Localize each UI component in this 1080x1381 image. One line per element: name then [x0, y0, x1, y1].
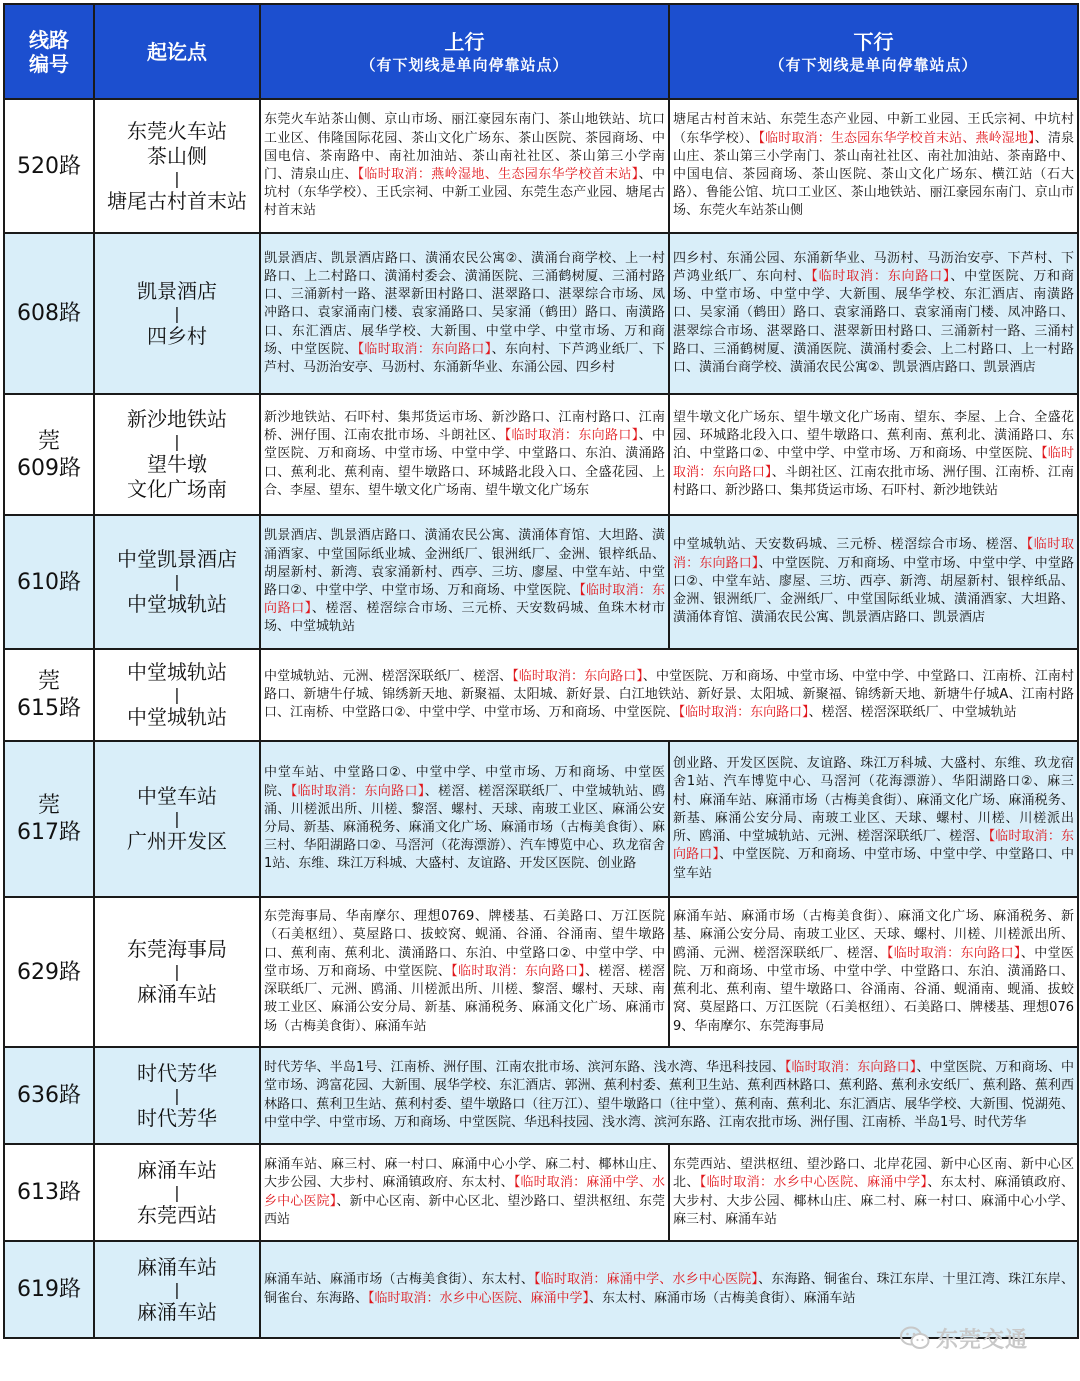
- terminal-end: 文化广场南: [127, 477, 227, 501]
- route-number-text: 610路: [17, 569, 81, 595]
- terminal-separator: |: [174, 572, 180, 591]
- stops-up: [260, 99, 669, 233]
- stop-list-segment: 、中堂医院、万和商场、中堂市场、中堂中学、中堂路口、中堂车站: [673, 847, 1074, 881]
- temporary-cancellation-note: 【临时取消：燕岭湿地、生态园东华学校首末站】: [357, 167, 639, 182]
- temporary-cancellation-note: 【临时取消：水乡中心医院、麻涌中学】: [699, 1175, 928, 1191]
- terminal-separator: |: [174, 685, 180, 704]
- route-row: [4, 394, 1078, 515]
- route-row: [4, 649, 1078, 741]
- route-table: [3, 3, 1079, 1339]
- route-number: [4, 233, 94, 394]
- stops-up: [260, 897, 669, 1047]
- watermark-text: 东莞交通: [936, 1327, 1029, 1353]
- stop-list-segment: 、东海路、铜雀台、珠江东岸、十里江湾、珠江东岸、铜雀台、东海路、: [264, 1272, 1074, 1306]
- stop-list-segment: 、槎滘、槎滘综合市场、三元桥、天安数码城、鱼珠木材市场、中堂城轨站: [264, 601, 665, 635]
- terminal-separator: |: [174, 1279, 180, 1299]
- temporary-cancellation-note: 【临时取消：东向路口】: [290, 783, 425, 799]
- stops-up: [260, 515, 669, 649]
- terminal-start: 茶山侧: [147, 143, 207, 168]
- temporary-cancellation-note: 【临时取消：水乡中心医院、麻涌中学】: [368, 1290, 590, 1306]
- terminal-start: 凯景酒店: [137, 278, 217, 303]
- route-number: [4, 99, 94, 233]
- route-number-text: 莞: [37, 793, 60, 818]
- stops-both-directions: [260, 649, 1078, 741]
- temporary-cancellation-note: 【临时取消：东向路口】: [678, 705, 809, 721]
- header-route-no-line2: 编号: [29, 51, 69, 76]
- route-row: [4, 99, 1078, 233]
- stop-list-segment: 凯景酒店、凯景酒店路口、潢涌农民公寓、潢涌体育馆、大坦路、潢涌酒家、中堂国际纸业城、金洲纸厂、银洲纸厂、金洲、银梓纸品、胡屋新村、新湾、袁家涌新村、西亭、三坊、廖屋、中堂车站、中堂路口②、中堂中学、中堂市场、万和商场、中堂医院、: [264, 528, 665, 598]
- stop-list-segment: 、东太村、麻涌镇政府、大步村、大步公园、椰林山庄、麻二村、麻一村口、麻涌中心小学、麻三村、麻涌车站: [673, 1175, 1074, 1227]
- route-number-text: 629路: [17, 959, 81, 985]
- stop-list-segment: 麻涌车站、麻涌市场（古梅美食街）、东太村、: [264, 1272, 535, 1288]
- route-number-text: 莞: [37, 428, 60, 454]
- route-number-text: 613路: [17, 1180, 81, 1205]
- temporary-cancellation-note: 【临时取消：生态园东华学校首末站、燕岭湿地】: [758, 130, 1035, 146]
- stop-list-segment: 时代芳华、半岛1号、江南桥、洲仔围、江南农批市场、滨河东路、浅水湾、华迅科技园、: [264, 1060, 785, 1076]
- route-terminals: [94, 1047, 260, 1144]
- stop-list-segment: 、东向村、下芦鸿业纸厂、下芦村、马沥治安亭、马沥村、东涌新华业、东涌公园、四乡村: [264, 341, 665, 375]
- temporary-cancellation-note: 【临时取消：东向路口】: [512, 668, 643, 684]
- route-number: [4, 394, 94, 515]
- stop-list-segment: 中堂城轨站、元洲、槎滘深联纸厂、槎滘、: [264, 668, 513, 684]
- route-row: [4, 897, 1078, 1047]
- route-row: [4, 1047, 1078, 1144]
- stop-list-segment: 、斗朗社区、江南农批市场、洲仔围、江南桥、江南村路口、新沙路口、集邦货运市场、石吓村、新沙地铁站: [673, 464, 1074, 498]
- route-number-text: 520路: [17, 153, 81, 179]
- header-down: [669, 4, 1078, 99]
- stop-list-segment: 东莞海事局、华南摩尔、理想0769、牌楼基、石美路口、万江医院（石美枢纽）、莫屋路口、拔蛟窝、蚬涌、谷涌、谷涌南、望牛墩路口、蕉利南、蕉利北、潢涌路口、东泊、中堂路口②、中堂中学、中堂市场、万和商场、中堂医院、: [264, 909, 665, 979]
- header-up-title: 上行: [444, 29, 485, 54]
- stop-list-segment: 、东太村、麻涌市场（古梅美食街）、麻涌车站: [589, 1290, 856, 1306]
- header-terminals-label: 起讫点: [147, 39, 207, 64]
- route-terminals: [94, 741, 260, 897]
- stops-up: [260, 741, 669, 897]
- terminal-separator: |: [174, 809, 180, 828]
- temporary-cancellation-note: 【临时取消：东向路口】: [784, 1060, 917, 1076]
- terminal-start: 东莞海事局: [127, 937, 227, 961]
- route-number-text: 619路: [17, 1277, 81, 1302]
- terminal-end: 麻涌车站: [137, 1299, 217, 1324]
- terminal-separator: |: [174, 432, 180, 451]
- stop-list-segment: 中堂车站、中堂路口②、中堂中学、中堂市场、万和商场、中堂医院、: [264, 765, 665, 799]
- terminal-separator: |: [174, 168, 180, 188]
- stops-down: [669, 741, 1078, 897]
- temporary-cancellation-note: 【临时取消：东向路口】: [673, 446, 1074, 480]
- route-terminals: [94, 99, 260, 233]
- terminal-end: 东莞西站: [137, 1202, 217, 1227]
- stop-list-segment: 、槎滘、槎滘深联纸厂、元洲、鸥涌、川槎派出所、川槎、黎滘、螺村、天球、南玻工业区、麻涌公安分局、新基、麻涌税务、麻涌文化广场、麻涌市场（古梅美食街）、麻涌车站: [264, 963, 665, 1034]
- terminal-start: 中堂车站: [137, 784, 217, 808]
- temporary-cancellation-note: 【临时取消：东向路口】: [673, 829, 1074, 863]
- terminal-end: 时代芳华: [137, 1105, 217, 1130]
- temporary-cancellation-note: 【临时取消：东向路口】: [504, 428, 639, 444]
- route-number: [4, 741, 94, 897]
- header-down-title: 下行: [853, 29, 894, 54]
- terminal-start: 麻涌车站: [137, 1254, 217, 1279]
- temporary-cancellation-note: 【临时取消：东向路口】: [886, 945, 1021, 961]
- stop-list-segment: 创业路、开发区医院、友谊路、珠江万科城、大盛村、东维、玖龙宿舍1站、汽车博览中心、马滘河（花海漂游）、华阳湖路口②、麻三村、麻涌车站、麻涌市场（古梅美食街）、麻涌文化广场、麻涌税务、新基、麻涌公安分局、南玻工业区、天球、螺村、川槎、川槎派出所、鸥涌、中堂城轨站、元洲、槎滘深联纸厂、槎滘、: [673, 756, 1074, 845]
- terminal-end: 四乡村: [147, 323, 207, 348]
- route-number: [4, 649, 94, 741]
- route-number-text: 615路: [17, 696, 81, 721]
- stops-down: [669, 897, 1078, 1047]
- watermark: [900, 1320, 1070, 1356]
- terminal-end: 塘尾古村首末站: [107, 188, 247, 213]
- stop-list-segment: 中堂城轨站、天安数码城、三元桥、槎滘综合市场、槎滘、: [673, 537, 1027, 553]
- terminal-start: 中堂城轨站: [127, 660, 227, 684]
- temporary-cancellation-note: 【临时取消：东向路口】: [264, 583, 665, 617]
- stop-list-segment: 麻涌车站、麻涌市场（古梅美食街）、麻涌文化广场、麻涌税务、新基、麻涌公安分局、南玻工业区、天球、螺村、川槎、川槎派出所、鸥涌、元洲、槎滘深联纸厂、槎滘、: [673, 909, 1074, 961]
- route-row: [4, 1144, 1078, 1241]
- stop-list-segment: 、中堂医院、万和商场、中堂市场、中堂中学、大新围、展华学校、东汇酒店、南潢路口、吴家涌（鹤田）路口、袁家涌路口、袁家涌南门楼、凤冲路口、湛翠综合市场、湛翠路口、湛翠新田村路口、三涌新村一路、三涌村路口、三涌鹤树厦、潢涌医院、潢涌村委会、上二村路口、上一村路口、潢涌台商学校、潢涌农民公寓②、凯景酒店路口、凯景酒店: [673, 268, 1074, 375]
- terminal-separator: |: [174, 1085, 180, 1105]
- stops-down: [669, 1144, 1078, 1241]
- stop-list-segment: 、中堂医院、万和商场、中堂市场、鸿富花园、大新围、展华学校、东汇酒店、郭洲、蕉利村委、蕉利卫生站、蕉利西林路口、蕉利路、蕉利永安纸厂、蕉利路、蕉利西林路口、蕉利卫生站、蕉利村委、望牛墩路口（往万江）、望牛墩路口（往中堂）、蕉利南、蕉利北、东汇酒店、展华学校、大新围、悦湖苑、中堂中学、中堂市场、万和商场、中堂医院、华迅科技园、浅水湾、滨河东路、江南农批市场、洲仔围、江南桥、半岛1号、时代芳华: [264, 1060, 1074, 1130]
- stop-list-segment: 、槎滘、槎滘深联纸厂、中堂城轨站: [808, 705, 1017, 721]
- terminal-end: 望牛墩: [147, 452, 207, 476]
- route-number-text: 636路: [17, 1083, 81, 1108]
- stops-down: [669, 233, 1078, 394]
- stop-list-segment: 东莞火车站茶山侧、京山市场、丽江豪园东南门、茶山地铁站、坑口工业区、伟隆国际花园、茶山文化广场东、茶山医院、茶园商场、中国电信、茶南路中、南社加油站、茶山南社社区、茶山第三小学南门、清泉山庄、: [264, 112, 665, 182]
- terminal-separator: |: [174, 962, 180, 981]
- header-terminals: [94, 4, 260, 99]
- stop-list-segment: 四乡村、东涌公园、东涌新华业、马沥村、马沥治安亭、下芦村、下芦鸿业纸厂、东向村、: [673, 250, 1074, 284]
- terminal-separator: |: [174, 1182, 180, 1202]
- terminal-end: 麻涌车站: [137, 982, 217, 1006]
- stop-list-segment: 、新中心区南、新中心区北、望沙路口、望洪枢纽、东莞西站: [264, 1193, 665, 1227]
- temporary-cancellation-note: 【临时取消：东向路口】: [357, 341, 492, 357]
- stop-list-segment: 、中堂医院、万和商场、中堂市场、中堂中学、中堂路口、东泊、潢涌路口、蕉利北、蕉利南、望牛墩路口、谷涌南、谷涌、蚬涌南、蚬涌、拔蛟窝、莫屋路口、万江医院（石美枢纽）、石美路口、牌楼基、理想0769、华南摩尔、东莞海事局: [673, 945, 1074, 1034]
- header-up-note: （有下划线是单向停靠站点）: [360, 55, 569, 74]
- route-terminals: [94, 515, 260, 649]
- stop-list-segment: 新沙地铁站、石吓村、集邦货运市场、新沙路口、江南村路口、江南桥、洲仔围、江南农批市场、斗朗社区、: [264, 409, 665, 444]
- route-number-text: 莞: [37, 669, 60, 694]
- terminal-start: 东莞火车站: [127, 118, 227, 143]
- temporary-cancellation-note: 【临时取消：东向路口】: [811, 268, 951, 284]
- stops-up: [260, 394, 669, 515]
- stop-list-segment: 、清泉山庄、茶山第三小学南门、茶山南社社区、南社加油站、茶南路中、中国电信、茶园商场、茶山医院、茶山文化广场东、横江站（石大路）、鲁能公馆、坑口工业区、茶山地铁站、丽江豪园东南门、京山市场、东莞火车站茶山侧: [673, 130, 1074, 219]
- route-number-text: 608路: [17, 301, 81, 326]
- terminal-start: 麻涌车站: [137, 1157, 217, 1182]
- terminal-end: 广州开发区: [127, 829, 227, 853]
- stop-list-segment: 、中堂医院、万和商场、中堂市场、中堂中学、中堂路口、东泊、潢涌路口、蕉利北、蕉利南、望牛墩路口、环城路北段入口、全盛花园、上合、李屋、望东、望牛墩文化广场南、望牛墩文化广场东: [264, 428, 665, 498]
- header-route-no-line1: 线路: [29, 27, 69, 52]
- route-terminals: [94, 897, 260, 1047]
- temporary-cancellation-note: 【临时取消：东向路口】: [451, 963, 586, 979]
- header-up: [260, 4, 669, 99]
- stops-up: [260, 1144, 669, 1241]
- stop-list-segment: 、中堂医院、万和商场、中堂市场、中堂中学、中堂路口、江南桥、江南村路口、新塘牛仔城、锦绣新天地、新聚福、太阳城、新好景、白江地铁站、新好景、太阳城、新聚福、锦绣新天地、新塘牛仔城A、江南村路口、江南桥、中堂路口②、中堂中学、中堂市场、万和商场、中堂医院、: [264, 668, 1074, 721]
- route-row: [4, 741, 1078, 897]
- terminal-end: 中堂城轨站: [127, 705, 227, 729]
- stop-list-segment: 麻涌车站、麻三村、麻一村口、麻涌中心小学、麻二村、椰林山庄、大步公园、大步村、麻涌镇政府、东太村、: [264, 1157, 665, 1191]
- route-number: [4, 515, 94, 649]
- terminal-end: 中堂城轨站: [127, 592, 227, 616]
- stop-list-segment: 塘尾古村首末站、东莞生态产业园、中新工业园、王氏宗祠、中坑村（东华学校）、: [673, 112, 1074, 146]
- route-terminals: [94, 649, 260, 741]
- temporary-cancellation-note: 【临时取消：麻涌中学、水乡中心医院】: [534, 1272, 759, 1288]
- route-number: [4, 1047, 94, 1144]
- stop-list-segment: 、中堂医院、万和商场、中堂市场、中堂中学、中堂路口②、中堂车站、廖屋、三坊、西亭、新湾、胡屋新村、银梓纸品、金洲、银洲纸厂、金洲纸厂、中堂国际纸业城、潢涌酒家、大坦路、潢涌体育馆、潢涌农民公寓、凯景酒店路口、凯景酒店: [673, 555, 1074, 626]
- route-number-text: 617路: [17, 820, 81, 845]
- stop-list-segment: 望牛墩文化广场东、望牛墩文化广场南、望东、李屋、上合、全盛花园、环城路北段入口、望牛墩路口、蕉利南、蕉利北、潢涌路口、东泊、中堂路口②、中堂中学、中堂市场、万和商场、中堂医院、: [673, 409, 1074, 462]
- stop-list-segment: 、中坑村（东华学校）、王氏宗祠、中新工业园、东莞生态产业园、塘尾古村首末站: [264, 167, 665, 219]
- stop-list-segment: 、槎滘、槎滘深联纸厂、中堂城轨站、鸥涌、川槎派出所、川槎、黎滘、螺村、天球、南玻工业区、麻涌公安分局、新基、麻涌税务、麻涌文化广场、麻涌市场（古梅美食街）、麻三村、华阳湖路口②、马滘河（花海漂游）、汽车博览中心、玖龙宿舍1站、东维、珠江万科城、大盛村、友谊路、开发区医院、创业路: [264, 783, 665, 872]
- route-number: [4, 1144, 94, 1241]
- stop-list-segment: 凯景酒店、凯景酒店路口、潢涌农民公寓②、潢涌台商学校、上一村路口、上二村路口、潢涌村委会、潢涌医院、三涌鹤树厦、三涌村路口、三涌新村一路、湛翠新田村路口、湛翠路口、湛翠综合市场、凤冲路口、袁家涌南门楼、袁家涌路口、吴家涌（鹤田）路口、南潢路口、东汇酒店、展华学校、大新围、中堂中学、中堂市场、万和商场、中堂医院、: [264, 250, 665, 357]
- route-number: [4, 897, 94, 1047]
- header-route-no: [4, 4, 94, 99]
- wechat-icon: [900, 1325, 930, 1351]
- stops-down: [669, 515, 1078, 649]
- stop-list-segment: 东莞西站、望洪枢纽、望沙路口、北岸花园、新中心区南、新中心区北、: [673, 1157, 1074, 1191]
- terminal-start: 中堂凯景酒店: [117, 547, 237, 571]
- route-row: [4, 515, 1078, 649]
- header-down-note: （有下划线是单向停靠站点）: [769, 55, 978, 74]
- route-number-text: 609路: [17, 455, 81, 481]
- stops-both-directions: [260, 1047, 1078, 1144]
- route-number: [4, 1241, 94, 1338]
- route-terminals: [94, 394, 260, 515]
- stops-down: [669, 394, 1078, 515]
- route-body: [4, 99, 1078, 1338]
- temporary-cancellation-note: 【临时取消：麻涌中学、水乡中心医院】: [264, 1175, 665, 1209]
- terminal-separator: |: [174, 303, 180, 323]
- stops-down: [669, 99, 1078, 233]
- route-terminals: [94, 1241, 260, 1338]
- terminal-start: 时代芳华: [137, 1060, 217, 1085]
- terminal-start: 新沙地铁站: [127, 407, 227, 431]
- header-row: [4, 4, 1078, 99]
- route-row: [4, 233, 1078, 394]
- route-terminals: [94, 1144, 260, 1241]
- route-terminals: [94, 233, 260, 394]
- stops-up: [260, 233, 669, 394]
- temporary-cancellation-note: 【临时取消：东向路口】: [673, 537, 1074, 571]
